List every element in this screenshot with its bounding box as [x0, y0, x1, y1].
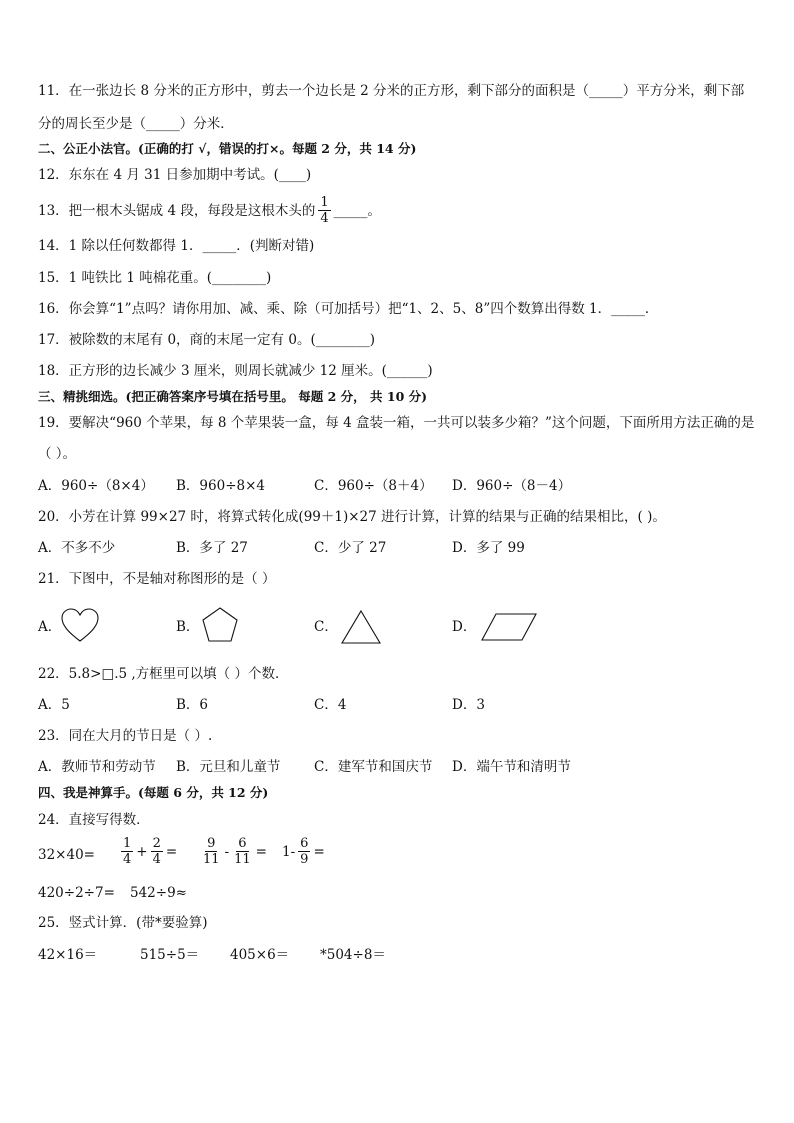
frac-num: 6 — [238, 836, 247, 851]
q11-line2: 分的周长至少是（_____）分米． — [38, 116, 234, 132]
q20-line1: 20．小芳在计算 99×27 时，将算式转化成(99＋1)×27 进行计算，计算的结果与正确的结果相比，( )。 — [38, 509, 666, 525]
heart-shape-icon — [60, 608, 100, 644]
frac-den: 4 — [123, 852, 132, 867]
q21-option-c: C． — [314, 619, 338, 635]
q23-option-a: A．教师节和劳动节 — [38, 759, 156, 775]
q24-expr-4-frac — [298, 836, 310, 867]
q24-expr-5: 420÷2÷7= — [38, 885, 115, 901]
q22-option-c: C．4 — [314, 697, 347, 713]
q13-fraction — [318, 195, 330, 226]
q25-item-4: *504÷8＝ — [320, 947, 386, 963]
q23-option-b: B．元旦和儿童节 — [176, 759, 281, 775]
lead-term: 1- — [282, 843, 296, 860]
q24-expr-4 — [282, 836, 325, 867]
frac-num: 9 — [207, 836, 216, 851]
frac-num: 2 — [152, 836, 161, 851]
triangle-shape-icon — [340, 609, 382, 645]
q25-item-2: 515÷5＝ — [140, 947, 200, 963]
q24-expr-2 — [118, 836, 177, 867]
q20-option-d: D．多了 99 — [452, 540, 525, 556]
q22-line1: 22．5.8>□.5 ,方框里可以填（ ）个数． — [38, 666, 289, 682]
q25-item-1: 42×16＝ — [38, 947, 98, 963]
q14: 14．1 除以任何数都得 1．_____．(判断对错) — [38, 238, 315, 254]
frac-num: 6 — [300, 836, 309, 851]
q13 — [38, 195, 381, 226]
frac-den: 11 — [203, 852, 220, 867]
section-4-heading: 四、我是神算手。(每题 6 分，共 12 分) — [38, 785, 269, 800]
operator: + — [136, 843, 148, 860]
pentagon-shape-icon — [200, 606, 240, 644]
q18: 18．正方形的边长减少 3 厘米，则周长就减少 12 厘米。(______) — [38, 363, 433, 379]
q20-option-c: C．少了 27 — [314, 540, 387, 556]
q21-line1: 21．下图中，不是轴对称图形的是（ ） — [38, 571, 276, 587]
equals: = — [313, 843, 325, 860]
q24-expr-6: 542÷9≈ — [130, 885, 187, 901]
q22-option-a: A．5 — [38, 697, 70, 713]
frac-num: 1 — [123, 836, 132, 851]
q23-option-c: C．建军节和国庆节 — [314, 759, 433, 775]
section-2-heading: 二、公正小法官。(正确的打 √，错误的打×。每题 2 分，共 14 分) — [38, 141, 417, 156]
q24-expr-2-frac-b — [151, 836, 163, 867]
q24-expr-3 — [198, 836, 267, 867]
frac-den: 4 — [152, 852, 161, 867]
q11-line1: 11．在一张边长 8 分米的正方形中，剪去一个边长是 2 分米的正方形，剩下部分的面积是（_____）平方分米，剩下部 — [38, 83, 745, 99]
q25-item-3: 405×6＝ — [230, 947, 290, 963]
operator: - — [224, 843, 230, 860]
q19-line2: （ ）。 — [38, 446, 77, 462]
q24-expr-2-frac-a — [121, 836, 133, 867]
q13-fraction-num: 1 — [320, 195, 329, 210]
q23-line1: 23．同在大月的节日是（ ）. — [38, 728, 213, 744]
q19-option-b: B．960÷8×4 — [176, 478, 265, 494]
q17: 17．被除数的末尾有 0，商的末尾一定有 0。(________) — [38, 332, 375, 348]
q25-title: 25．竖式计算．(带*要验算) — [38, 915, 208, 931]
q15: 15．1 吨铁比 1 吨棉花重。(________) — [38, 270, 272, 286]
section-3-heading: 三、精挑细选。(把正确答案序号填在括号里。 每题 2 分， 共 10 分) — [38, 389, 428, 404]
q21-option-b: B． — [176, 619, 200, 635]
q19-option-d: D．960÷（8－4） — [452, 478, 572, 494]
q24-expr-3-frac-a — [201, 836, 222, 867]
q24-row1 — [38, 836, 758, 874]
q20-option-a: A．不多不少 — [38, 540, 116, 556]
q13-text: 13．把一根木头锯成 4 段，每段是这根木头的 — [38, 202, 316, 219]
frac-den: 11 — [234, 852, 251, 867]
q13-tail: _____。 — [333, 202, 381, 219]
q19-option-c: C．960÷（8＋4） — [314, 478, 433, 494]
equals: = — [165, 843, 178, 860]
q21-option-d: D． — [452, 619, 477, 635]
q20-option-b: B．多了 27 — [176, 540, 248, 556]
q24-title: 24．直接写得数． — [38, 812, 150, 828]
q13-fraction-den: 4 — [320, 211, 329, 226]
q19-line1: 19．要解决“960 个苹果，每 8 个苹果装一盒，每 4 盒装一箱，一共可以装多少箱？”这个问题，下面所用方法正确的是 — [38, 415, 755, 431]
equals: = — [255, 843, 267, 860]
frac-den: 9 — [300, 852, 309, 867]
q16: 16．你会算“1”点吗？请你用加、减、乘、除（可加括号）把“1、2、5、8”四个数算出得数 1．_____． — [38, 301, 659, 317]
q19-option-a: A．960÷（8×4） — [38, 478, 154, 494]
q21-option-a: A． — [38, 619, 62, 635]
q24-expr-1: 32×40= — [38, 847, 95, 863]
q23-option-d: D．端午节和清明节 — [452, 759, 571, 775]
q22-option-d: D．3 — [452, 697, 485, 713]
q24-expr-3-frac-b — [232, 836, 253, 867]
parallelogram-shape-icon — [480, 612, 538, 642]
q22-option-b: B．6 — [176, 697, 209, 713]
q12: 12．东东在 4 月 31 日参加期中考试。(____) — [38, 167, 312, 183]
